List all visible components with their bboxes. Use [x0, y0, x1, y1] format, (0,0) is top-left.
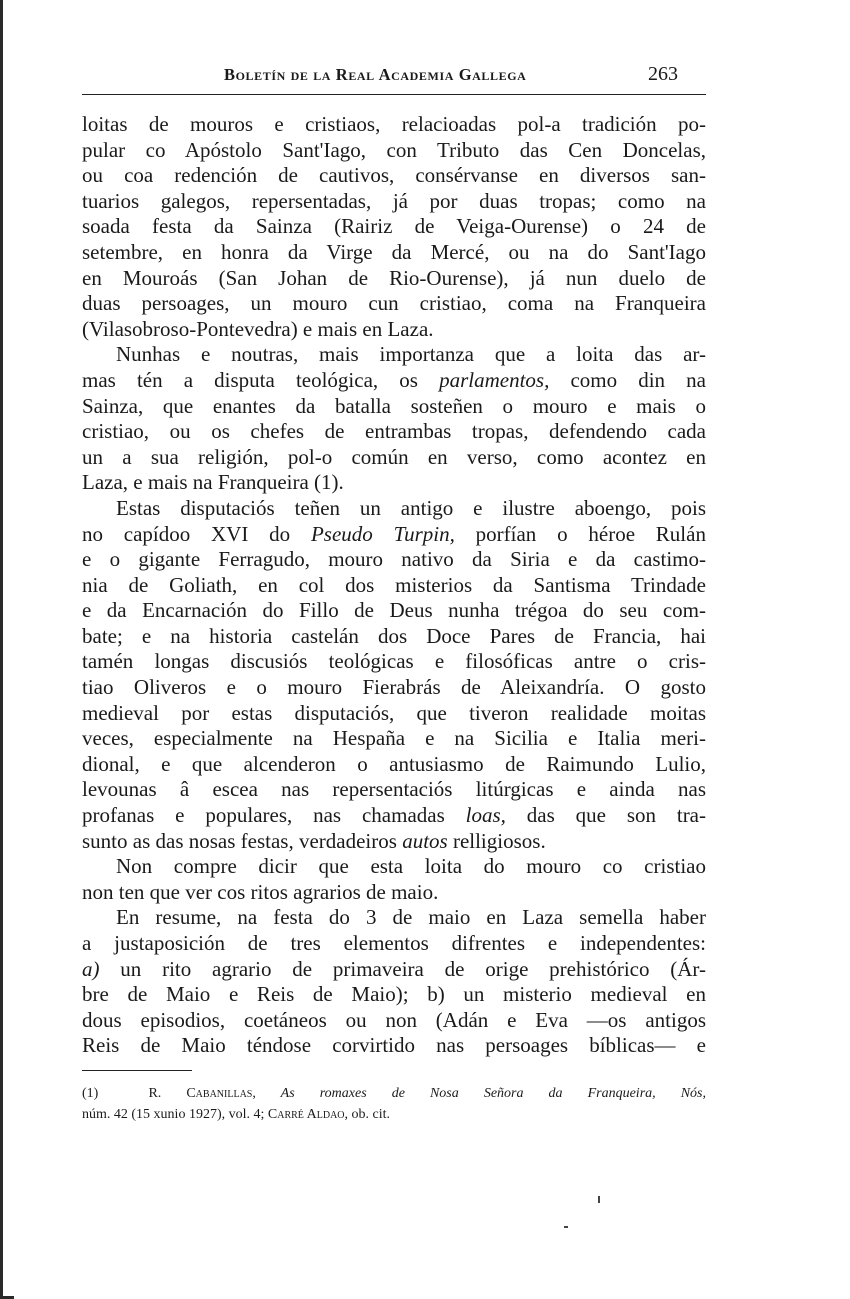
italic-run: As romaxes de Nosa Señora da Franqueira, Nós,	[255, 1086, 706, 1101]
text-run: das que son tra-	[505, 803, 706, 828]
body-line	[82, 445, 706, 471]
stray-mark	[564, 1226, 568, 1228]
italic-run: a)	[82, 956, 100, 981]
text-run: (1) R.	[82, 1086, 187, 1101]
page-left-edge	[0, 0, 3, 1299]
body-line	[82, 624, 706, 650]
body-line	[82, 675, 706, 701]
text-run: bre de Maio e Reis de Maio); b) un misterio medieval en	[82, 982, 706, 1007]
body-line	[82, 752, 706, 778]
text-run: un rito agrario de primaveira de orige prehistórico (Ár-	[99, 956, 706, 981]
italic-run: parlamentos,	[439, 367, 550, 392]
body-line	[82, 982, 706, 1008]
text-run: bate; e na historia castelán dos Doce Pares de Francia, hai	[82, 623, 706, 648]
body-line	[82, 317, 706, 343]
italic-run: loas,	[465, 803, 506, 828]
body-line	[82, 368, 706, 394]
text-run: medieval por estas disputaciós, que tiveron realidade moitas	[82, 700, 706, 725]
body-line	[82, 240, 706, 266]
body-line	[82, 419, 706, 445]
body-line	[82, 112, 706, 138]
text-run: sunto as das nosas festas, verdadeiros	[82, 828, 403, 853]
body-line	[82, 189, 706, 215]
text-run: como din na	[549, 367, 706, 392]
text-run: núm. 42 (15 xunio 1927), vol. 4;	[82, 1107, 268, 1122]
text-run: soada festa da Sainza (Rairiz de Veiga-Ourense) o 24 de	[82, 214, 706, 239]
body-line	[82, 803, 706, 829]
text-run: duas persoages, un mouro cun cristiao, coma na Franqueira	[82, 291, 706, 316]
body-line	[82, 573, 706, 599]
body-text	[82, 112, 706, 1059]
body-line	[82, 931, 706, 957]
footnote-rule	[82, 1070, 192, 1071]
text-run: nia de Goliath, en col dos misterios da Santisma Trindade	[82, 572, 706, 597]
body-line	[82, 496, 706, 522]
body-line	[82, 957, 706, 983]
body-line	[82, 649, 706, 675]
body-line	[82, 470, 706, 496]
text-run: Cabanillas,	[186, 1086, 256, 1101]
body-line	[82, 854, 706, 880]
body-line	[82, 138, 706, 164]
text-run: Laza, e mais na Franqueira (1).	[82, 470, 344, 495]
page-header	[82, 60, 706, 95]
text-run: dional, e que alcenderon o antusiasmo de Raimundo Lulio,	[82, 751, 706, 776]
body-line	[82, 598, 706, 624]
body-line	[82, 880, 706, 906]
body-line	[82, 701, 706, 727]
text-run: (Vilasobroso-Pontevedra) e mais en Laza.	[82, 316, 434, 341]
body-line	[82, 777, 706, 803]
text-run: ob. cit.	[348, 1107, 391, 1122]
italic-run: Pseudo Turpin,	[310, 521, 455, 546]
text-run: Sainza, que enantes da batalla sosteñen o mouro e mais o	[82, 393, 706, 418]
text-run: e o gigante Ferragudo, mouro nativo da Siria e da castimo-	[82, 547, 706, 572]
italic-run: autos	[402, 828, 448, 853]
footnote-line	[82, 1104, 706, 1125]
text-run: Estas disputaciós teñen un antigo e ilustre aboengo, pois	[116, 495, 706, 520]
body-line	[82, 829, 706, 855]
text-run: mas tén a disputa teológica, os	[82, 367, 440, 392]
body-line	[82, 163, 706, 189]
text-run: tiao Oliveros e o mouro Fierabrás de Aleixandría. O gosto	[82, 675, 706, 700]
text-run: setembre, en honra da Virge da Mercé, ou na do Sant'Iago	[82, 239, 706, 264]
stray-mark	[598, 1196, 600, 1203]
text-run: Carré Aldao,	[267, 1107, 349, 1122]
text-run: tuarios galegos, repersentadas, já por duas tropas; como na	[82, 188, 706, 213]
body-line	[82, 1033, 706, 1059]
text-run: non ten que ver cos ritos agrarios de maio.	[82, 879, 439, 904]
body-line	[82, 394, 706, 420]
text-run: un a sua religión, pol-o común en verso, como acontez en	[82, 444, 706, 469]
text-run: tamén longas discusiós teológicas e filosóficas antre o cris-	[82, 649, 706, 674]
body-line	[82, 291, 706, 317]
text-run: cristiao, ou os chefes de entrambas tropas, defendendo cada	[82, 419, 706, 444]
body-line	[82, 522, 706, 548]
footnotes	[82, 1083, 706, 1125]
body-line	[82, 1008, 706, 1034]
body-line	[82, 266, 706, 292]
text-run: a justaposición de tres elementos difrentes e independentes:	[82, 931, 706, 955]
text-run: porfían o héroe Rulán	[454, 521, 706, 546]
body-line	[82, 726, 706, 752]
text-run: relligiosos.	[447, 828, 546, 853]
text-run: e da Encarnación do Fillo de Deus nunha trégoa do seu com-	[82, 598, 706, 623]
running-head: Boletín de la Real Academia Gallega	[224, 65, 527, 84]
text-run: pular co Apóstolo Sant'Iago, con Tributo das Cen Doncelas,	[82, 137, 706, 162]
body-line	[82, 547, 706, 573]
text-run: no capídoo XVI do	[82, 521, 311, 546]
text-run: profanas e populares, nas chamadas	[82, 803, 466, 828]
text-run: Nunhas e noutras, mais importanza que a loita das ar-	[116, 342, 706, 367]
text-run: veces, especialmente na Hespaña e na Sicilia e Italia meri-	[82, 726, 706, 751]
text-run: ou coa redención de cautivos, consérvanse en diversos san-	[82, 163, 706, 188]
page-number: 263	[648, 63, 678, 85]
text-run: En resume, na festa do 3 de maio en Laza semella haber	[116, 905, 706, 930]
text-run: dous episodios, coetáneos ou non (Adán e Eva —os antigos	[82, 1007, 706, 1032]
text-run: levounas â escea nas repersentaciós litúrgicas e ainda nas	[82, 777, 706, 802]
text-run: Reis de Maio téndose corvirtido nas persoages bíblicas— e	[82, 1033, 706, 1058]
body-line	[82, 905, 706, 931]
body-line	[82, 214, 706, 240]
text-run: loitas de mouros e cristiaos, relacioadas pol-a tradición po-	[82, 112, 706, 136]
text-run: Non compre dicir que esta loita do mouro co cristiao	[116, 854, 706, 879]
footnote-line	[82, 1083, 706, 1104]
text-run: en Mouroás (San Johan de Rio-Ourense), já nun duelo de	[82, 265, 706, 290]
body-line	[82, 342, 706, 368]
